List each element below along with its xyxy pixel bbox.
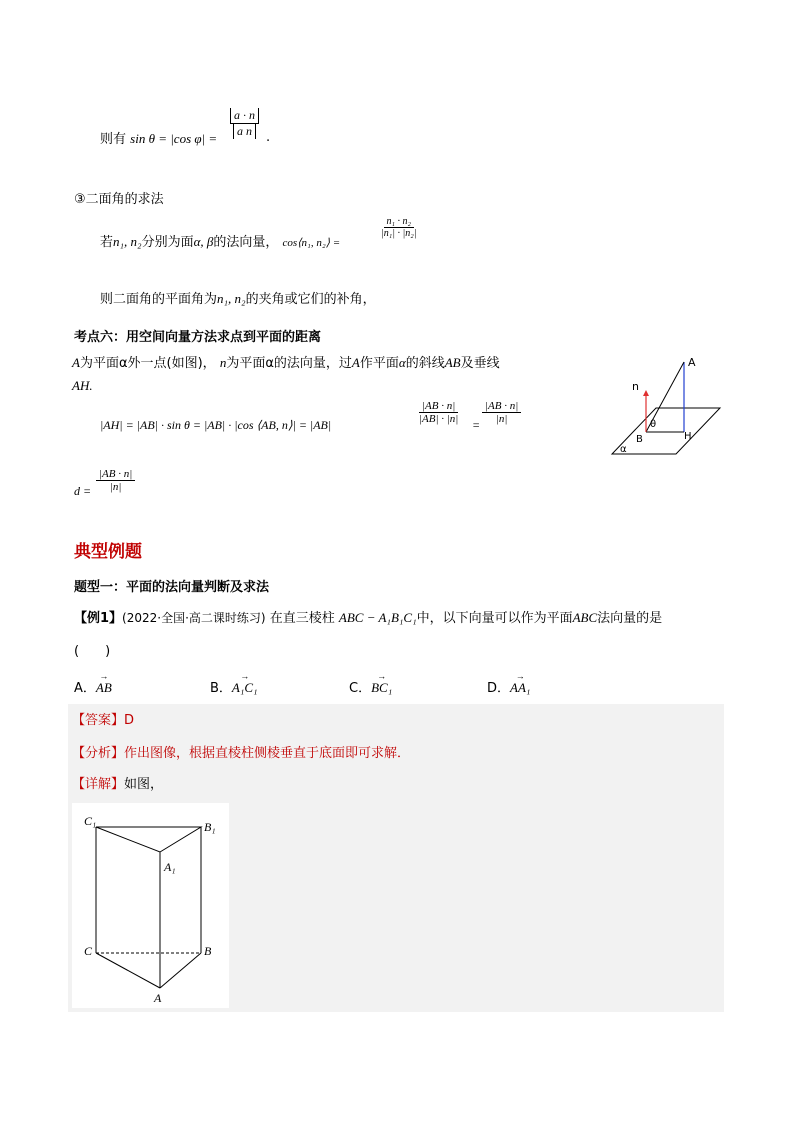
answer-tag: 【答案】 — [72, 713, 125, 728]
example-prism: ABC − A₁B₁C₁ — [338, 610, 417, 625]
example-text-2: 中，以下向量可以作为平面 — [416, 611, 573, 626]
frac2-num: |AB · n| — [482, 400, 521, 413]
dihedral-cos-fraction — [378, 216, 419, 239]
detail-row — [72, 770, 722, 800]
desc-2: 为平面α的法向量，过 — [226, 356, 352, 371]
distance-frac-1 — [416, 400, 461, 425]
option-a-value: → AB — [96, 680, 112, 696]
plane-alpha — [612, 408, 720, 454]
example-source: (2022·全国·高二课时练习) — [122, 611, 266, 625]
d-num: |AB · n| — [96, 468, 135, 481]
detail-text: 如图， — [124, 777, 164, 792]
prism-label-a: A — [154, 991, 162, 1005]
distance-formula-main: |AH| = |AB| · sin θ = |AB| · |cos ⟨AB, n⟩| = |AB| — [100, 418, 332, 432]
analysis-row — [72, 739, 722, 769]
dihedral-cos-expr: cos⟨n₁, n₂⟩ = — [282, 237, 341, 249]
fig-label-n: n — [632, 380, 639, 393]
option-b-value: → A₁C₁ — [232, 680, 258, 696]
equals-sign: = — [472, 418, 481, 432]
fig-label-h: H — [684, 431, 692, 442]
intro-frac-den: a n — [233, 124, 256, 139]
option-b[interactable] — [210, 677, 258, 696]
option-c-value: → BC₁ — [371, 680, 392, 696]
prism-label-c1: C₁ — [84, 814, 97, 828]
dihedral-line2 — [100, 288, 376, 307]
normal-arrowhead — [643, 390, 649, 396]
section-heading: 典型例题 — [74, 542, 142, 562]
distance-frac-2 — [482, 400, 521, 425]
answer-parentheses: ( ) — [74, 644, 111, 659]
intro-frac-num: a · n — [230, 108, 259, 124]
example-plane: ABC — [572, 610, 598, 625]
frac2-den: |n| — [495, 413, 508, 425]
desc-4: 的斜线 — [405, 356, 445, 371]
d-fraction — [96, 468, 135, 493]
desc-alpha: α — [398, 355, 406, 370]
analysis-tag: 【分析】 — [72, 746, 125, 761]
prism-label-b: B — [204, 944, 212, 958]
desc-ab: AB — [444, 355, 461, 370]
intro-fraction — [230, 108, 259, 139]
example-tag: 【例1】 — [74, 611, 123, 626]
option-a[interactable] — [74, 677, 112, 696]
option-d-letter: D． — [487, 681, 511, 696]
option-a-letter: A． — [74, 681, 96, 696]
answer-row — [72, 706, 722, 736]
dihedral-cos-num: n₁ · n₂ — [384, 216, 414, 228]
dihedral-line2-vectors: n₁, n₂ — [217, 291, 246, 306]
fig-label-alpha: α — [620, 444, 627, 455]
frac1-den: |AB| · |n| — [419, 413, 459, 425]
example-text-3: 法向量的是 — [597, 611, 663, 626]
prism-label-a1: A₁ — [164, 860, 176, 874]
frac1-num: |AB · n| — [419, 400, 458, 413]
prism-label-c: C — [84, 944, 93, 958]
point-six-title: 考点六：用空间向量方法求点到平面的距离 — [74, 330, 322, 345]
intro-prefix: 则有 — [100, 132, 127, 147]
prism-figure — [72, 803, 229, 1008]
analysis-text: 作出图像，根据直棱柱侧棱垂直于底面即可求解． — [124, 746, 411, 761]
dihedral-line2-prefix: 则二面角的平面角为 — [100, 292, 218, 307]
intro-period: . — [266, 130, 271, 145]
d-label: d = — [74, 484, 92, 498]
desc-3: 作平面 — [359, 356, 399, 371]
desc-1: 为平面α外一点(如图)， — [79, 356, 216, 371]
desc-a: A — [72, 355, 80, 370]
detail-tag: 【详解】 — [72, 777, 125, 792]
dihedral-vectors: n₁, n₂ — [113, 234, 142, 249]
intro-line — [100, 128, 217, 147]
option-d-value: → AA₁ — [510, 680, 530, 696]
dihedral-line1 — [100, 231, 340, 250]
dihedral-line2-suffix: 的夹角或它们的补角， — [245, 292, 376, 307]
desc-ah: AH. — [72, 378, 93, 393]
option-b-letter: B． — [210, 681, 232, 696]
answer-value: D — [124, 713, 135, 728]
option-c-letter: C． — [349, 681, 372, 696]
fig-label-b: B — [636, 434, 643, 445]
fig-label-a: A — [688, 356, 696, 369]
example1-stem — [74, 607, 724, 626]
option-d[interactable] — [487, 677, 530, 696]
desc-n: n — [219, 355, 227, 370]
dihedral-suffix: 的法向量， — [213, 235, 279, 250]
option-c[interactable] — [349, 677, 392, 696]
dihedral-prefix: 若 — [100, 235, 114, 250]
dihedral-cos-den: |n₁| · |n₂| — [381, 228, 417, 239]
sin-theta-expr: sin θ = |cos φ| = — [130, 131, 218, 146]
desc-a2: A — [351, 355, 360, 370]
d-den: |n| — [109, 481, 122, 493]
dihedral-mid: 分别为面 — [141, 235, 194, 250]
dihedral-title: ③二面角的求法 — [74, 192, 164, 207]
point-six-description — [72, 352, 592, 398]
prism-label-b1: B₁ — [204, 820, 216, 834]
distance-figure — [606, 352, 730, 458]
fig-label-theta: θ — [650, 419, 657, 430]
desc-5: 及垂线 — [460, 356, 500, 371]
example-text-1: 在直三棱柱 — [269, 611, 335, 626]
question-type-title: 题型一：平面的法向量判断及求法 — [74, 580, 270, 595]
dihedral-planes: α, β — [193, 234, 214, 249]
